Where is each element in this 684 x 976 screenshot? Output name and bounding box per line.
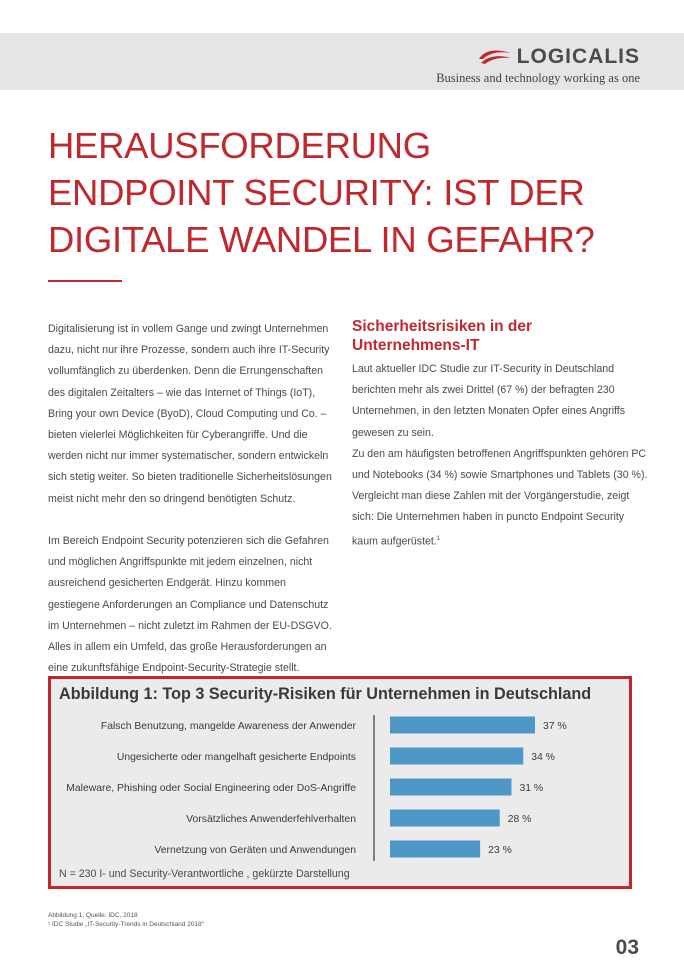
bar (390, 779, 511, 796)
value-label: 31 % (519, 783, 544, 794)
endpoint-paragraph: Im Bereich Endpoint Security potenzieren sich die Gefahren und möglichen Angriffspunkte mit jedem einzelnen, nicht ausreichend gesicherten Endgerät. Hinzu kommen gestiegene Anforderungen an Compliance und Datenschutz im Unternehmen – nicht zuletzt im Rahmen der EU-DSGVO. Alles in allem ein Umfeld, das große Herausforderungen an eine zukunftsfähige Endpoint-Security-Strategie stellt. (48, 535, 332, 675)
bar (390, 748, 523, 765)
value-label: 28 % (507, 814, 532, 825)
title-line-3: DIGITALE WANDEL IN GEFAHR? (48, 219, 595, 260)
logo-wordmark: LOGICALIS (516, 45, 640, 68)
footnote-reference: 1 (436, 535, 441, 542)
section-heading-line-1: Sicherheitsrisiken in der (352, 318, 533, 335)
logicalis-swirl-icon (477, 47, 513, 67)
title-line-2: ENDPOINT SECURITY: IST DER (48, 172, 585, 213)
attack-points-paragraph (352, 444, 648, 553)
category-label: Maleware, Phishing oder Social Engineering oder DoS-Angriffe (66, 783, 356, 794)
idc-paragraph: Laut aktueller IDC Studie zur IT-Security in Deutschland berichten mehr als zwei Drittel (67 %) der befragten 230 Unternehmen, in den letzten Monaten Opfer eines Angriffs gewesen zu sein. (352, 363, 626, 439)
value-label: 23 % (488, 845, 512, 856)
section-heading-line-2: Unternehmens-IT (352, 337, 480, 354)
category-label: Vernetzung von Geräten und Anwendungen (154, 845, 356, 856)
category-label: Falsch Benutzung, mangelde Awareness der Anwender (100, 721, 356, 732)
title-line-1: HERAUSFORDERUNG (48, 125, 431, 166)
value-label: 37 % (543, 721, 567, 732)
attack-points-text: Zu den am häufigsten betroffenen Angriffspunkten gehören PC und Notebooks (34 %) sowie Smartphones und Tablets (30 %). Vergleicht man diese Zahlen mit der Vorgängerstudie, zeigt sich: Die Unternehmen haben in puncto Endpoint Security kaum aufgerüstet. (352, 447, 648, 548)
left-column (48, 319, 338, 679)
header-band (0, 33, 684, 90)
category-label: Ungesicherte oder mangelhaft gesicherte Endpoints (116, 752, 356, 763)
chart-title: Abbildung 1: Top 3 Security-Risiken für Unternehmen in Deutschland (59, 685, 592, 703)
footnote-idc-study: ¹ IDC Studie „IT-Security-Trends in Deutschland 2018“ (48, 921, 204, 928)
category-label: Vorsätzliches Anwenderfehlverhalten (186, 814, 356, 825)
footnote-source: Abbildung 1, Quelle: IDC, 2018 (48, 912, 138, 919)
figure-note: N = 230 I- und Security-Verantwortliche , gekürzte Darstellung (59, 868, 350, 880)
bar (390, 717, 535, 734)
title-rule (48, 280, 122, 282)
figure-box (48, 676, 632, 889)
bar-chart (51, 679, 629, 886)
value-label: 34 % (531, 752, 555, 763)
footnotes (48, 911, 204, 929)
logo (436, 45, 640, 86)
right-column (352, 317, 648, 552)
logo-tagline: Business and technology working as one (436, 71, 640, 85)
bar (390, 841, 480, 858)
section-heading (352, 317, 648, 355)
bar (390, 810, 500, 827)
page-number: 03 (615, 936, 639, 959)
page-title (48, 122, 648, 263)
intro-paragraph: Digitalisierung ist in vollem Gange und zwingt Unternehmen dazu, nicht nur ihre Prozesse, sondern auch ihre IT-Security vollumfänglich zu überdenken. Denn die Errungenschaften des digitalen Zeitalters – wie das Internet of Things (IoT), Bring your own Device (ByoD), Cloud Computing und Co. – bieten vielerlei Möglichkeiten für Cyberangriffe. Und die werden nicht nur immer systematischer, sondern entwickeln sich stetig weiter. So bieten traditionelle Sicherheitslösungen meist nicht mehr den so dringend benötigten Schutz. (48, 323, 332, 505)
